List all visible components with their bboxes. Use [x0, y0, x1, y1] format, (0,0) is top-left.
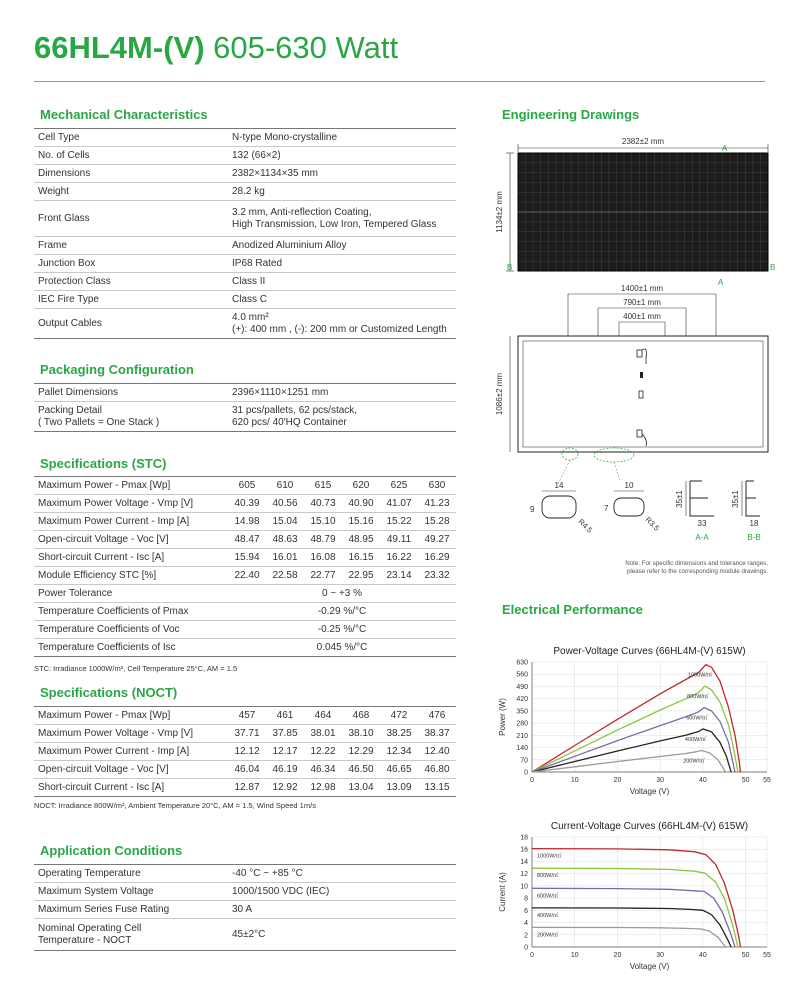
- marker-b-left: B: [507, 263, 513, 272]
- row-label: Short-circuit Current - Isc [A]: [34, 779, 228, 797]
- stc-note: STC: Irradiance 1000W/m², Cell Temperature 25°C, AM = 1.5: [34, 664, 238, 673]
- cell-value: 48.95: [342, 531, 380, 549]
- row-value: [228, 255, 456, 273]
- noct-heading: Specifications (NOCT): [40, 685, 178, 700]
- aa-height: 35±1: [675, 490, 684, 508]
- row-label: Front Glass: [34, 201, 228, 237]
- cell-value: 40.73: [304, 495, 342, 513]
- cell-value: 15.10: [304, 513, 342, 531]
- table-row: [34, 865, 456, 883]
- table-row: [34, 585, 456, 603]
- row-label: Open-circuit Voltage - Voc [V]: [34, 531, 228, 549]
- row-label: Maximum Series Fuse Rating: [34, 901, 228, 919]
- y-tick-label: 490: [516, 683, 528, 691]
- y-tick-label: 420: [516, 696, 528, 704]
- aa-label: A-A: [695, 533, 709, 542]
- series-line: [532, 927, 726, 947]
- cell-value: 13.04: [342, 779, 380, 797]
- y-tick-label: 10: [520, 883, 528, 891]
- stc-table: [34, 476, 456, 657]
- cell-value: 38.25: [380, 725, 418, 743]
- value-line: Class II: [232, 275, 266, 287]
- cell-value: 46.50: [342, 761, 380, 779]
- row-label: Open-circuit Voltage - Voc [V]: [34, 761, 228, 779]
- table-row: [34, 291, 456, 309]
- table-row: [34, 309, 456, 339]
- row-label: Weight: [34, 183, 228, 201]
- series-label: 800W/㎡: [687, 694, 709, 701]
- y-tick-label: 14: [520, 858, 528, 866]
- y-tick-label: 210: [516, 732, 528, 740]
- cell-value: 630: [418, 477, 456, 495]
- cell-value: 15.22: [380, 513, 418, 531]
- row-label: Frame: [34, 237, 228, 255]
- row-label: Output Cables: [34, 309, 228, 339]
- cell-value: 22.58: [266, 567, 304, 585]
- row-label: Pallet Dimensions: [34, 384, 228, 402]
- detail2-width: 10: [624, 481, 634, 490]
- drawing-note-2: please refer to the corresponding module drawings.: [626, 568, 768, 575]
- cell-value: 38.37: [418, 725, 456, 743]
- cell-value: 15.16: [342, 513, 380, 531]
- row-label: Dimensions: [34, 165, 228, 183]
- x-tick-label: 30: [656, 952, 665, 959]
- y-tick-label: 2: [524, 932, 528, 940]
- y-tick-label: 6: [524, 907, 528, 915]
- detail2-slot: [614, 498, 644, 516]
- detail1-height: 9: [530, 505, 535, 514]
- row-label: Nominal Operating Cell Temperature - NOCT: [34, 919, 228, 951]
- cell-value: 605: [228, 477, 266, 495]
- table-row: [34, 603, 456, 621]
- row-label: Maximum System Voltage: [34, 883, 228, 901]
- row-label: Packing Detail ( Two Pallets = One Stack ): [34, 402, 228, 432]
- x-tick-label: 20: [613, 952, 622, 959]
- table-row: [34, 725, 456, 743]
- page-title: [34, 30, 398, 66]
- y-tick-label: 630: [516, 659, 528, 667]
- table-row: [34, 165, 456, 183]
- table-row: [34, 761, 456, 779]
- row-value: [228, 291, 456, 309]
- cell-value: 476: [418, 707, 456, 725]
- table-row: [34, 495, 456, 513]
- value-line: 620 pcs/ 40'HQ Container: [232, 416, 347, 428]
- cell-value: 457: [228, 707, 266, 725]
- title-divider: [34, 81, 765, 82]
- marker-b-right: B: [770, 263, 776, 272]
- detail1-radius: R4.5: [576, 517, 595, 535]
- row-label: Junction Box: [34, 255, 228, 273]
- table-row: [34, 743, 456, 761]
- y-tick-label: 350: [516, 708, 528, 716]
- cell-value: 48.79: [304, 531, 342, 549]
- table-row: [34, 183, 456, 201]
- detail2-height: 7: [604, 504, 609, 513]
- row-value: [228, 237, 456, 255]
- row-label: Power Tolerance: [34, 585, 228, 603]
- row-value: [228, 901, 456, 919]
- row-value: [228, 919, 456, 951]
- aa-width: 33: [697, 519, 707, 528]
- row-label: Maximum Power - Pmax [Wp]: [34, 477, 228, 495]
- x-tick-label: 0: [530, 777, 534, 784]
- series-label: 800W/㎡: [537, 873, 559, 880]
- table-row: [34, 273, 456, 291]
- value-line: 132 (66×2): [232, 149, 281, 161]
- row-value: [228, 201, 456, 237]
- row-label: Protection Class: [34, 273, 228, 291]
- cell-value: 23.32: [418, 567, 456, 585]
- cell-value: 12.34: [380, 743, 418, 761]
- row-value: [228, 865, 456, 883]
- row-label: Maximum Power - Pmax [Wp]: [34, 707, 228, 725]
- row-label: Maximum Power Current - Imp [A]: [34, 743, 228, 761]
- detail1-width: 14: [554, 481, 564, 490]
- table-row: [34, 147, 456, 165]
- table-row: [34, 901, 456, 919]
- cell-value: 615: [304, 477, 342, 495]
- series-line: [532, 849, 741, 947]
- value-line: IP68 Rated: [232, 257, 283, 269]
- cell-value: 610: [266, 477, 304, 495]
- series-label: 600W/㎡: [537, 893, 559, 900]
- y-tick-label: 8: [524, 895, 528, 903]
- electrical-heading: Electrical Performance: [502, 602, 643, 617]
- row-value: [228, 147, 456, 165]
- table-row: [34, 707, 456, 725]
- cell-value: 40.39: [228, 495, 266, 513]
- value-line: 2382×1134×35 mm: [232, 167, 318, 179]
- row-value: [228, 183, 456, 201]
- cell-value: 46.04: [228, 761, 266, 779]
- cell-value: 40.90: [342, 495, 380, 513]
- cell-value: 23.14: [380, 567, 418, 585]
- value-line: -40 °C ~ +85 °C: [232, 867, 303, 879]
- dim-400-label: 400±1 mm: [623, 312, 661, 321]
- cell-value: 12.12: [228, 743, 266, 761]
- cell-value: 37.71: [228, 725, 266, 743]
- cell-value: 15.04: [266, 513, 304, 531]
- cell-value: 0 ~ +3 %: [228, 585, 456, 603]
- cell-value: 15.28: [418, 513, 456, 531]
- aa-section: [690, 481, 714, 516]
- model-name: 66HL4M-(V): [34, 30, 205, 65]
- y-tick-label: 0: [524, 769, 528, 777]
- bb-height: 35±1: [731, 490, 740, 508]
- chart-title: Current-Voltage Curves (66HL4M-(V) 615W): [550, 821, 749, 832]
- table-row: [34, 201, 456, 237]
- cell-value: 15.94: [228, 549, 266, 567]
- cell-value: 472: [380, 707, 418, 725]
- table-row: [34, 621, 456, 639]
- application-table: [34, 864, 456, 951]
- table-row: [34, 883, 456, 901]
- front-panel: [518, 153, 768, 271]
- cell-value: -0.25 %/°C: [228, 621, 456, 639]
- y-tick-label: 140: [516, 745, 528, 753]
- bb-label: B-B: [747, 533, 761, 542]
- top-width-label: 2382±2 mm: [621, 137, 665, 146]
- row-value: [228, 309, 456, 339]
- cell-value: -0.29 %/°C: [228, 603, 456, 621]
- y-tick-label: 4: [524, 920, 528, 928]
- table-row: [34, 919, 456, 951]
- row-label: Temperature Coefficients of Pmax: [34, 603, 228, 621]
- value-line: Class C: [232, 293, 268, 305]
- cell-value: 46.19: [266, 761, 304, 779]
- junction-box-icon: [640, 372, 643, 378]
- series-label: 1000W/㎡: [537, 853, 562, 860]
- cell-value: 16.22: [380, 549, 418, 567]
- value-line: 31 pcs/pallets, 62 pcs/stack,: [232, 404, 358, 416]
- x-axis-label: Voltage (V): [629, 962, 670, 971]
- series-label: 200W/㎡: [683, 758, 705, 765]
- cell-value: 16.08: [304, 549, 342, 567]
- top-height-label: 1134±2 mm: [495, 191, 504, 233]
- value-line: 3.2 mm, Anti-reflection Coating,: [232, 206, 372, 218]
- cell-value: 49.27: [418, 531, 456, 549]
- x-tick-label: 30: [656, 777, 665, 784]
- row-value: [228, 273, 456, 291]
- noct-table: [34, 706, 456, 797]
- series-label: 400W/㎡: [684, 737, 707, 744]
- cell-value: 41.23: [418, 495, 456, 513]
- row-label: Short-circuit Current - Isc [A]: [34, 549, 228, 567]
- cell-value: 12.22: [304, 743, 342, 761]
- cell-value: 620: [342, 477, 380, 495]
- y-tick-label: 560: [516, 671, 528, 679]
- table-row: [34, 531, 456, 549]
- chart-title: Power-Voltage Curves (66HL4M-(V) 615W): [553, 646, 746, 657]
- row-label: Maximum Power Voltage - Vmp [V]: [34, 725, 228, 743]
- cell-value: 22.95: [342, 567, 380, 585]
- cell-value: 13.09: [380, 779, 418, 797]
- packaging-table: [34, 383, 456, 432]
- detail1-slot: [542, 496, 576, 518]
- cell-value: 41.07: [380, 495, 418, 513]
- series-label: 1000W/㎡: [687, 672, 713, 679]
- row-label: Temperature Coefficients of Isc: [34, 639, 228, 657]
- x-tick-label: 40: [699, 777, 707, 784]
- engineering-drawings: [490, 128, 780, 588]
- value-line: N-type Mono-crystalline: [232, 131, 338, 143]
- x-tick-label: 10: [570, 952, 579, 959]
- stc-heading: Specifications (STC): [40, 456, 167, 471]
- cell-value: 16.29: [418, 549, 456, 567]
- cell-value: 22.77: [304, 567, 342, 585]
- cell-value: 468: [342, 707, 380, 725]
- cell-value: 12.92: [266, 779, 304, 797]
- bb-section: [746, 481, 760, 516]
- y-tick-label: 70: [520, 757, 528, 765]
- cell-value: 38.01: [304, 725, 342, 743]
- x-tick-label: 40: [699, 952, 707, 959]
- value-line: 30 A: [232, 903, 253, 915]
- x-tick-label: 55: [763, 952, 771, 959]
- cell-value: 0.045 %/°C: [228, 639, 456, 657]
- row-value: [228, 883, 456, 901]
- cell-value: 37.85: [266, 725, 304, 743]
- mechanical-table: [34, 128, 456, 339]
- value-line: Anodized Aluminium Alloy: [232, 239, 347, 251]
- cell-value: 461: [266, 707, 304, 725]
- cell-value: 12.87: [228, 779, 266, 797]
- mechanical-heading: Mechanical Characteristics: [40, 107, 208, 122]
- series-line: [532, 888, 735, 947]
- cell-value: 12.98: [304, 779, 342, 797]
- series-label: 200W/㎡: [537, 932, 559, 939]
- cell-value: 16.01: [266, 549, 304, 567]
- packaging-heading: Packaging Configuration: [40, 362, 194, 377]
- value-line: 4.0 mm²: [232, 311, 269, 323]
- value-line: 45±2°C: [232, 928, 266, 940]
- row-value: [228, 402, 456, 432]
- cell-value: 40.56: [266, 495, 304, 513]
- drawings-heading: Engineering Drawings: [502, 107, 640, 122]
- value-line: 2396×1110×1251 mm: [232, 386, 329, 398]
- x-tick-label: 50: [741, 777, 750, 784]
- cell-value: 46.80: [418, 761, 456, 779]
- cell-value: 625: [380, 477, 418, 495]
- table-row: [34, 255, 456, 273]
- table-row: [34, 384, 456, 402]
- cell-value: 16.15: [342, 549, 380, 567]
- row-label: Maximum Power Voltage - Vmp [V]: [34, 495, 228, 513]
- row-label: No. of Cells: [34, 147, 228, 165]
- bb-width: 18: [749, 519, 759, 528]
- cell-value: 48.63: [266, 531, 304, 549]
- row-label: IEC Fire Type: [34, 291, 228, 309]
- row-label: Temperature Coefficients of Voc: [34, 621, 228, 639]
- dim-790-label: 790±1 mm: [623, 298, 661, 307]
- detail2-radius: R3.5: [643, 515, 662, 533]
- row-label: Module Efficiency STC [%]: [34, 567, 228, 585]
- y-tick-label: 12: [520, 871, 528, 879]
- detail-leader: [614, 462, 620, 480]
- series-label: 600W/㎡: [686, 715, 708, 722]
- cell-value: 14.98: [228, 513, 266, 531]
- power-voltage-chart: [492, 640, 782, 800]
- table-row: [34, 129, 456, 147]
- noct-note: NOCT: Irradiance 800W/m², Ambient Temperature 20°C, AM = 1.5, Wind Speed 1m/s: [34, 801, 316, 810]
- row-value: [228, 165, 456, 183]
- table-row: [34, 567, 456, 585]
- y-axis-label: Current (A): [498, 872, 507, 912]
- x-tick-label: 0: [530, 952, 534, 959]
- cell-value: 22.40: [228, 567, 266, 585]
- cell-value: 13.15: [418, 779, 456, 797]
- row-value: [228, 384, 456, 402]
- table-row: [34, 549, 456, 567]
- y-tick-label: 16: [520, 846, 528, 854]
- x-tick-label: 55: [763, 777, 771, 784]
- cell-value: 12.29: [342, 743, 380, 761]
- value-line: (+): 400 mm , (-): 200 mm or Customized Length: [232, 323, 447, 335]
- table-row: [34, 779, 456, 797]
- cell-value: 49.11: [380, 531, 418, 549]
- cell-value: 12.40: [418, 743, 456, 761]
- y-tick-label: 280: [516, 720, 528, 728]
- marker-a-top: A: [722, 144, 728, 153]
- x-tick-label: 50: [741, 952, 750, 959]
- dim-1400-label: 1400±1 mm: [620, 284, 664, 293]
- y-axis-label: Power (W): [498, 698, 507, 736]
- y-tick-label: 18: [520, 834, 528, 842]
- table-row: [34, 237, 456, 255]
- row-value: [228, 129, 456, 147]
- marker-a-bottom: A: [718, 278, 724, 287]
- series-label: 400W/㎡: [537, 912, 559, 919]
- cell-value: 12.17: [266, 743, 304, 761]
- row-label: Maximum Power Current - Imp [A]: [34, 513, 228, 531]
- cell-value: 46.34: [304, 761, 342, 779]
- x-tick-label: 20: [613, 777, 622, 784]
- table-row: [34, 402, 456, 432]
- cell-value: 48.47: [228, 531, 266, 549]
- value-line: 1000/1500 VDC (IEC): [232, 885, 330, 897]
- table-row: [34, 639, 456, 657]
- table-row: [34, 477, 456, 495]
- table-row: [34, 513, 456, 531]
- row-label: Operating Temperature: [34, 865, 228, 883]
- x-axis-label: Voltage (V): [629, 787, 670, 796]
- application-heading: Application Conditions: [40, 843, 183, 858]
- cell-value: 46.65: [380, 761, 418, 779]
- cell-value: 38.10: [342, 725, 380, 743]
- value-line: 28.2 kg: [232, 185, 265, 197]
- back-height-label: 1086±2 mm: [495, 372, 504, 416]
- cell-value: 464: [304, 707, 342, 725]
- x-tick-label: 10: [570, 777, 579, 784]
- y-tick-label: 0: [524, 944, 528, 952]
- current-voltage-chart: [492, 815, 782, 975]
- row-label: Cell Type: [34, 129, 228, 147]
- value-line: High Transmission, Low Iron, Tempered Glass: [232, 218, 437, 230]
- power-range: 605-630 Watt: [213, 30, 399, 65]
- drawing-note-1: Note: For specific dimensions and tolerance ranges,: [625, 560, 768, 567]
